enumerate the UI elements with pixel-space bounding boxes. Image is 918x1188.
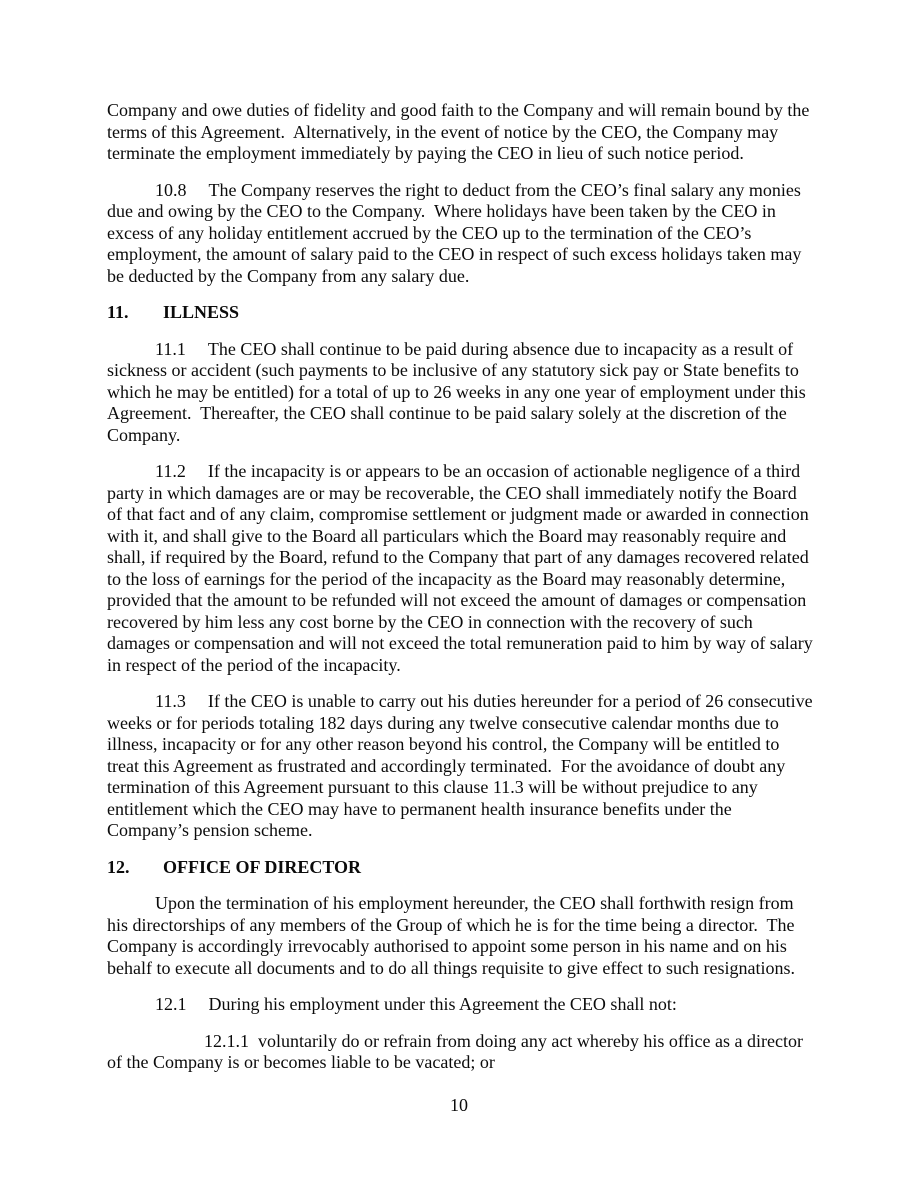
clause-text: The CEO shall continue to be paid during absence due to incapacity as a result of sickness or accident (such payments to be inclusive of any statutory sick pay or State benefits to which he may be entitled) for a total of up to 26 weeks in any one year of employment under this Agreement. Thereafter, the CEO shall continue to be paid salary solely at the discretion of the Company. — [107, 338, 810, 445]
document-content — [107, 100, 818, 1089]
clause-text: voluntarily do or refrain from doing any act whereby his office as a director of the Company is or becomes liable to be vacated; or — [107, 1030, 808, 1072]
clause-number: 11.2 — [155, 461, 186, 481]
section-title: ILLNESS — [163, 302, 240, 322]
clause-text: If the incapacity is or appears to be an occasion of actionable negligence of a third party in which damages are or may be recoverable, the CEO shall immediately notify the Board of that fact and of any claim, compromise settlement or judgment made or awarded in connection with it, and shall give to the Board all particulars which the Board may reasonably require and shall, if required by the Board, refund to the Company that part of any damages recovered related to the loss of earnings for the period of the incapacity as the Board may reasonably determine, provided that the amount to be refunded will not exceed the amount of damages or compensation recovered by him less any cost borne by the CEO in connection with the recovery of such damages or compensation and will not exceed the total remuneration paid to him by way of salary in respect of the period of the incapacity. — [107, 461, 818, 675]
clause-11-2 — [107, 461, 818, 676]
clause-number: 11.3 — [155, 691, 186, 711]
clause-number: 10.8 — [155, 179, 187, 200]
clause-text: The Company reserves the right to deduct from the CEO’s final salary any monies due and owing by the CEO to the Company. Where holidays have been taken by the CEO in excess of any holiday entitlement accrued by the CEO up to the termination of the CEO’s employment, the amount of salary paid to the CEO in respect of such excess holidays taken may be deducted by the Company from any salary due. — [107, 179, 806, 286]
clause-10-8 — [107, 180, 814, 288]
paragraph-text: Company and owe duties of fidelity and good faith to the Company and will remain bound by the terms of this Agreement. Alternatively, in the event of notice by the CEO, the Company may terminate the employment immediately by paying the CEO in lieu of such notice period. — [107, 100, 814, 163]
paragraph-text: Upon the termination of his employment hereunder, the CEO shall forthwith resign from his directorships of any members of the Group of which he is for the time being a director. The Company is accordingly irrevocably authorised to appoint some person in his name and on his behalf to execute all documents and to do all things requisite to give effect to such resignations. — [107, 893, 799, 978]
section-title: OFFICE OF DIRECTOR — [163, 856, 362, 877]
clause-number: 12.1.1 — [204, 1030, 249, 1051]
paragraph-continuation — [107, 100, 814, 165]
clause-text: During his employment under this Agreement the CEO shall not: — [208, 994, 677, 1014]
clause-text: If the CEO is unable to carry out his duties hereunder for a period of 26 consecutive weeks or for periods totaling 182 days during any twelve consecutive calendar months due to illness, incapacity or for any other reason beyond his control, the Company will be entitled to treat this Agreement as frustrated and accordingly terminated. For the avoidance of doubt any termination of this Agreement pursuant to this clause 11.3 will be without prejudice to any entitlement which the CEO may have to permanent health insurance benefits under the Company’s pension scheme. — [107, 691, 818, 840]
page-number: 10 — [450, 1095, 468, 1115]
section-heading-illness — [107, 302, 814, 324]
paragraph-resignation — [107, 893, 814, 979]
clause-11-3 — [107, 691, 818, 842]
clause-number: 11.1 — [155, 338, 186, 359]
clause-12-1-1 — [107, 1031, 814, 1074]
section-number: 12. — [107, 856, 130, 877]
section-number: 11. — [107, 302, 129, 322]
clause-11-1 — [107, 339, 814, 447]
clause-number: 12.1 — [155, 994, 187, 1014]
clause-12-1 — [107, 994, 814, 1016]
section-heading-office-of-director — [107, 857, 814, 879]
